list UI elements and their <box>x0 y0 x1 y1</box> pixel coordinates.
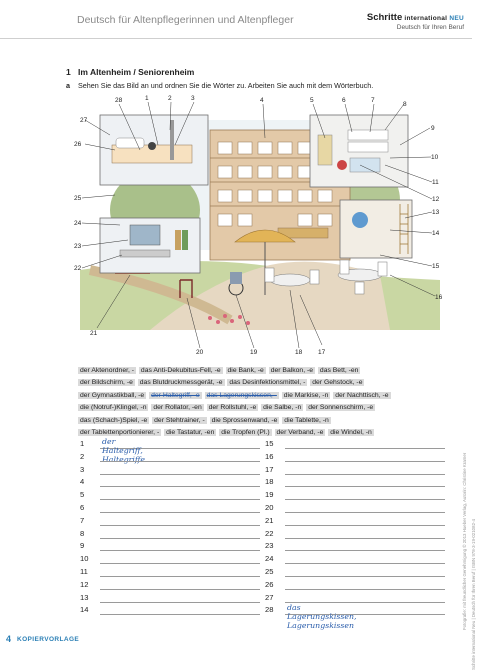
callout-4: 4 <box>260 97 264 104</box>
callout-12: 12 <box>432 196 440 203</box>
answer-line[interactable] <box>285 474 445 475</box>
word-box-line <box>78 365 422 377</box>
callout-20: 20 <box>196 349 204 356</box>
word-chip: der Rollator, -en <box>153 404 202 412</box>
answer-line[interactable] <box>100 576 260 577</box>
callout-10: 10 <box>431 154 439 161</box>
word-chip: der Sonnenschirm, -e <box>308 404 374 412</box>
answer-number: 9 <box>80 541 85 551</box>
word-chip: das Desinfektionsmittel, - <box>229 379 306 387</box>
callout-9: 9 <box>431 125 435 132</box>
answer-line[interactable] <box>100 550 260 551</box>
word-box-line <box>78 377 422 389</box>
callout-28: 28 <box>115 97 123 104</box>
answer-number: 7 <box>80 515 85 525</box>
section-title: 1 Im Altenheim / Seniorenheim <box>66 67 195 77</box>
word-chip: das Bett, -en <box>319 367 359 374</box>
word-chip: der Rollstuhl, -e <box>208 404 257 412</box>
word-chip: das Lagerungskissen, - <box>206 391 277 399</box>
word-chip: die Tastatur, -en <box>166 429 215 437</box>
page-number: 4 <box>6 634 12 644</box>
callout-14: 14 <box>432 230 440 237</box>
word-chip: die Tropfen (Pl.) <box>221 429 270 437</box>
answer-number: 6 <box>80 502 85 512</box>
callout-7: 7 <box>371 97 375 104</box>
answer-number: 15 <box>265 439 274 448</box>
answer-number: 1 <box>80 439 85 448</box>
word-chip: der Stehtrainer, - <box>154 416 205 424</box>
answer-number: 21 <box>265 515 274 525</box>
word-chip: das Blutdruckmessgerät, -e <box>139 379 223 387</box>
callout-19: 19 <box>250 349 258 356</box>
answer-number: 2 <box>80 451 85 461</box>
answer-number: 11 <box>80 566 88 576</box>
word-chip: der Aktenordner, - <box>80 367 135 374</box>
answer-number: 25 <box>265 566 274 576</box>
answer-number: 20 <box>265 502 274 512</box>
handwritten-answer: das Lagerungskissen, Lagerungskissen <box>287 603 357 631</box>
answer-line[interactable] <box>100 614 260 615</box>
answer-number: 17 <box>265 464 274 474</box>
answer-number: 10 <box>80 554 89 564</box>
word-chip: die Bank, -e <box>227 367 264 374</box>
callout-25: 25 <box>74 195 82 202</box>
header-brand <box>367 12 464 31</box>
callout-23: 23 <box>74 243 82 250</box>
answer-number: 12 <box>80 579 89 589</box>
answer-line[interactable] <box>100 602 260 603</box>
brand-subtitle: Deutsch für Ihren Beruf <box>396 24 464 31</box>
answer-number: 16 <box>265 451 274 461</box>
footer <box>0 634 500 650</box>
callout-18: 18 <box>295 349 303 356</box>
word-chip: die (Notruf-)Klingel, -n <box>80 404 147 412</box>
answer-line[interactable] <box>285 563 445 564</box>
callout-11: 11 <box>432 179 439 186</box>
answer-number: 22 <box>265 528 274 538</box>
brand-title: Schritte international NEU <box>366 12 464 23</box>
answer-line[interactable] <box>285 550 445 551</box>
answer-number: 18 <box>265 477 274 487</box>
word-chip: das (Schach-)Spiel, -e <box>80 416 148 424</box>
word-chip: die Tablette, -n <box>284 416 329 424</box>
callout-2: 2 <box>168 95 172 102</box>
word-chip: der Tablettenportionierer, - <box>80 429 160 437</box>
answer-line[interactable] <box>100 538 260 539</box>
answer-line[interactable] <box>100 563 260 564</box>
word-box-line <box>78 415 422 427</box>
word-chip: der Verband, -e <box>276 429 324 437</box>
answer-number: 26 <box>265 579 274 589</box>
callout-1: 1 <box>145 95 149 102</box>
header-subject: Deutsch für Altenpflegerinnen und Altenpfleger <box>77 14 294 26</box>
callout-13: 13 <box>432 209 440 216</box>
answer-line[interactable] <box>285 576 445 577</box>
callout-24: 24 <box>74 220 82 227</box>
task-instruction: a Sehen Sie das Bild an und ordnen Sie die Wörter zu. Arbeiten Sie auch mit dem Wörterbuch. <box>66 81 374 90</box>
answer-number: 14 <box>80 605 89 615</box>
answer-line[interactable] <box>100 499 260 500</box>
answer-line[interactable] <box>285 486 445 487</box>
word-chip: die Markise, -n <box>283 391 329 399</box>
answer-line[interactable] <box>285 589 445 590</box>
word-chip: das Anti-Dekubitus-Fell, -e <box>140 367 221 374</box>
answer-number: 19 <box>265 490 274 500</box>
answer-line[interactable] <box>100 461 260 462</box>
nursing-home-illustration <box>60 90 450 360</box>
word-box <box>78 365 422 439</box>
answer-line[interactable] <box>285 525 445 526</box>
word-chip: der Bildschirm, -e <box>80 379 133 387</box>
answer-number: 3 <box>80 464 85 474</box>
answer-line[interactable] <box>100 474 260 475</box>
word-chip: der Gymnastikball, -e <box>80 391 145 399</box>
answer-number: 28 <box>265 605 274 615</box>
header-divider <box>0 38 472 39</box>
callout-3: 3 <box>191 95 195 102</box>
answer-number: 4 <box>80 477 85 487</box>
answer-line[interactable] <box>285 499 445 500</box>
callout-6: 6 <box>342 97 346 104</box>
callout-8: 8 <box>403 101 407 108</box>
answer-number: 5 <box>80 490 85 500</box>
answer-number: 27 <box>265 592 274 602</box>
callout-27: 27 <box>80 117 88 124</box>
word-chip: der Nachttisch, -e <box>335 391 389 399</box>
answer-line[interactable] <box>100 486 260 487</box>
word-box-line <box>78 402 422 414</box>
callout-21: 21 <box>90 330 98 337</box>
answer-line[interactable] <box>100 589 260 590</box>
callout-16: 16 <box>435 294 443 301</box>
word-chip: der Gehstock, -e <box>312 379 363 387</box>
word-chip: der Balkon, -e <box>270 367 314 374</box>
answer-line[interactable] <box>100 525 260 526</box>
answer-number: 8 <box>80 528 85 538</box>
callout-5: 5 <box>310 97 314 104</box>
answer-number: 24 <box>265 554 274 564</box>
handwritten-answer: der Haltegriff, Haltegriffe <box>102 437 146 464</box>
callout-17: 17 <box>318 349 326 356</box>
answer-line[interactable] <box>285 461 445 462</box>
word-box-line <box>78 390 422 402</box>
answer-number: 13 <box>80 592 89 602</box>
answer-line[interactable] <box>285 448 445 449</box>
word-chip: die Salbe, -n <box>263 404 302 412</box>
callout-22: 22 <box>74 265 82 272</box>
callout-26: 26 <box>74 141 82 148</box>
side-copyright: Fotografie: mit freundlicher Genehmigung © 2013 Hueber Verlag, Autorin: Christine Kramer <box>462 452 467 630</box>
answer-line[interactable] <box>285 538 445 539</box>
answer-line[interactable] <box>100 512 260 513</box>
word-chip: der Haltegriff, -e <box>151 391 200 399</box>
answer-line[interactable] <box>285 512 445 513</box>
word-chip: die Windel, -n <box>330 429 372 437</box>
word-chip: die Sprossenwand, -e <box>211 416 278 424</box>
answer-number: 23 <box>265 541 274 551</box>
footer-label: KOPIERVORLAGE <box>17 636 80 643</box>
callout-15: 15 <box>432 263 440 270</box>
